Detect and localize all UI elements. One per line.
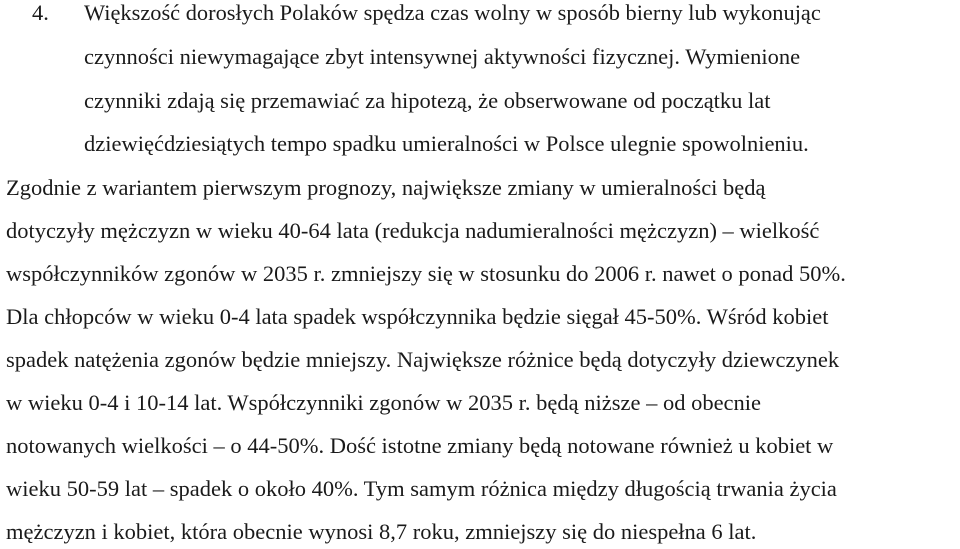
paragraph-2-line-8: wieku 50-59 lat – spadek o około 40%. Tym samym różnica między długością trwania życia [6,476,837,501]
item-number: 4. [32,0,49,25]
paragraph-2-line-9: mężczyzn i kobiet, która obecnie wynosi 8,7 roku, zmniejszy się do niespełna 6 lat. [6,519,757,544]
paragraph-2-line-7: notowanych wielkości – o 44-50%. Dość istotne zmiany będą notowane również u kobiet w [6,433,834,458]
paragraph-2-line-6: w wieku 0-4 i 10-14 lat. Współczynniki zgonów w 2035 r. będą niższe – od obecnie [6,390,762,415]
paragraph-1-line-1: Większość dorosłych Polaków spędza czas wolny w sposób bierny lub wykonując [84,0,821,25]
paragraph-2-line-2: dotyczyły mężczyzn w wieku 40-64 lata (redukcja nadumieralności mężczyzn) – wielkość [6,218,820,243]
paragraph-1-line-4: dziewięćdziesiątych tempo spadku umieralności w Polsce ulegnie spowolnieniu. [84,131,809,156]
paragraph-2-line-5: spadek natężenia zgonów będzie mniejszy. Największe różnice będą dotyczyły dziewczynek [6,347,840,372]
paragraph-2-line-4: Dla chłopców w wieku 0-4 lata spadek współczynnika będzie sięgał 45-50%. Wśród kobiet [6,304,829,329]
paragraph-2-line-3: współczynników zgonów w 2035 r. zmniejszy się w stosunku do 2006 r. nawet o ponad 50%. [6,261,846,286]
paragraph-2-line-1: Zgodnie z wariantem pierwszym prognozy, największe zmiany w umieralności będą [6,175,766,200]
paragraph-1-line-3: czynniki zdają się przemawiać za hipotezą, że obserwowane od początku lat [84,88,771,113]
paragraph-1-line-2: czynności niewymagające zbyt intensywnej aktywności fizycznej. Wymienione [84,44,801,69]
